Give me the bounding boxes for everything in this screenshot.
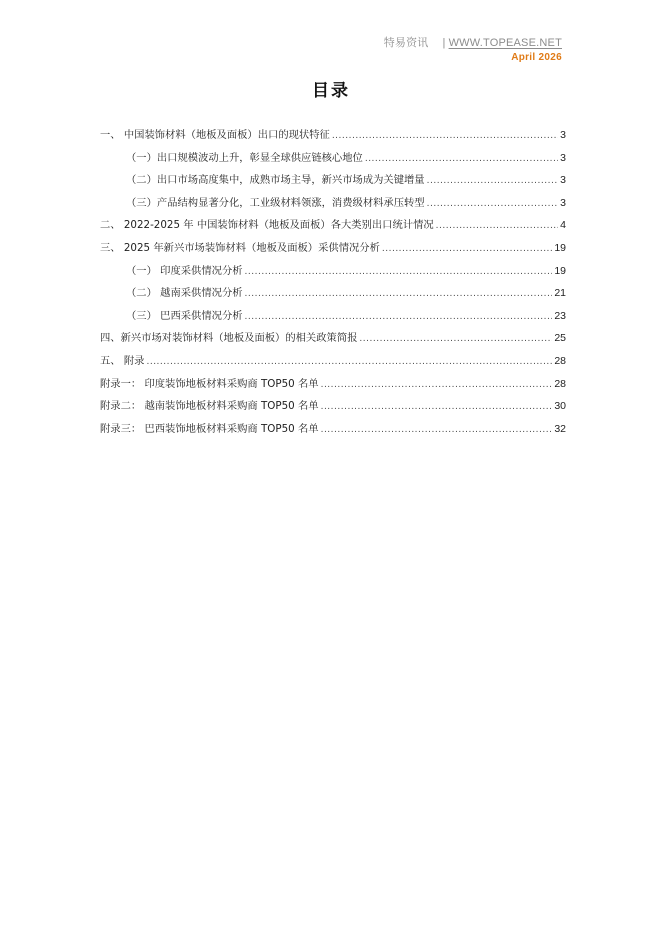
toc-entry-text: 附录二： 越南装饰地板材料采购商 TOP50 名单 <box>100 400 319 413</box>
brand-name: 特易资讯 <box>383 37 429 49</box>
toc-entry-text: 一、 中国装饰材料（地板及面板）出口的现状特征 <box>100 129 330 141</box>
dot-leader <box>382 244 552 254</box>
toc-page-number: 4 <box>560 219 566 232</box>
dot-leader <box>436 221 558 231</box>
dot-leader <box>245 312 553 322</box>
toc-entry-text: （二）出口市场高度集中，成熟市场主导，新兴市场成为关键增量 <box>126 174 425 187</box>
toc-page-number: 23 <box>554 309 566 322</box>
brand-line <box>384 34 562 50</box>
dot-leader <box>359 334 552 344</box>
toc-entry-4[interactable] <box>100 329 566 352</box>
toc-entry-text: 二、 2022-2025 年 中国装饰材料（地板及面板）各大类别出口统计情况 <box>100 219 434 232</box>
toc-entry-text: 附录一： 印度装饰地板材料采购商 TOP50 名单 <box>100 377 319 390</box>
report-date: April 2026 <box>511 52 562 63</box>
toc-page-number: 21 <box>554 287 566 300</box>
dot-leader <box>146 357 552 367</box>
dot-leader <box>332 131 558 141</box>
toc-page-number: 3 <box>560 129 566 141</box>
toc-entry-appendix-3[interactable] <box>100 420 566 443</box>
toc-entry-3-1[interactable] <box>100 262 566 285</box>
toc-page-number: 28 <box>554 354 566 367</box>
dot-leader <box>321 425 553 435</box>
toc-entry-1[interactable] <box>100 126 566 149</box>
page-header <box>384 34 562 63</box>
toc-entry-text: 附录三： 巴西装饰地板材料采购商 TOP50 名单 <box>100 422 319 435</box>
dot-leader <box>321 402 553 412</box>
toc-entry-2[interactable] <box>100 216 566 239</box>
toc-entry-text: （二） 越南采供情况分析 <box>126 287 243 300</box>
toc-page-number: 3 <box>560 174 566 187</box>
toc-entry-1-2[interactable] <box>100 171 566 194</box>
toc-entry-1-3[interactable] <box>100 194 566 217</box>
toc-entry-text: 三、 2025 年新兴市场装饰材料（地板及面板）采供情况分析 <box>100 241 380 254</box>
toc-entry-3-3[interactable] <box>100 307 566 330</box>
toc-entry-text: （一）出口规模波动上升，彰显全球供应链核心地位 <box>126 151 363 164</box>
toc-entry-appendix-2[interactable] <box>100 397 566 420</box>
toc-entry-text: 四、新兴市场对装饰材料（地板及面板）的相关政策简报 <box>100 332 358 345</box>
toc-page-number: 30 <box>554 400 566 413</box>
dot-leader <box>427 199 559 209</box>
toc-entry-3[interactable] <box>100 239 566 262</box>
toc-page-number: 28 <box>554 377 566 390</box>
toc-page-number: 3 <box>560 196 566 209</box>
header-separator: | <box>442 37 446 49</box>
toc-entry-3-2[interactable] <box>100 284 566 307</box>
dot-leader <box>427 176 559 186</box>
toc-page-number: 3 <box>560 151 566 164</box>
toc-entry-appendix-1[interactable] <box>100 375 566 398</box>
toc-entry-text: 五、 附录 <box>100 354 145 367</box>
toc-entry-text: （一） 印度采供情况分析 <box>126 264 243 277</box>
toc-entry-text: （三）产品结构显著分化，工业级材料领涨，消费级材料承压转型 <box>126 196 425 209</box>
toc-page-number: 32 <box>554 422 566 435</box>
site-url-link[interactable]: WWW.TOPEASE.NET <box>448 37 562 49</box>
toc-entry-1-1[interactable] <box>100 149 566 172</box>
dot-leader <box>245 289 553 299</box>
toc-title: 目录 <box>312 81 350 101</box>
toc-entry-5[interactable] <box>100 352 566 375</box>
dot-leader <box>321 380 553 390</box>
toc-page-number: 19 <box>554 241 566 254</box>
toc-page-number: 19 <box>554 264 566 277</box>
dot-leader <box>245 267 553 277</box>
table-of-contents <box>100 126 566 442</box>
dot-leader <box>365 154 558 164</box>
toc-page-number: 25 <box>554 332 566 345</box>
toc-entry-text: （三） 巴西采供情况分析 <box>126 309 243 322</box>
